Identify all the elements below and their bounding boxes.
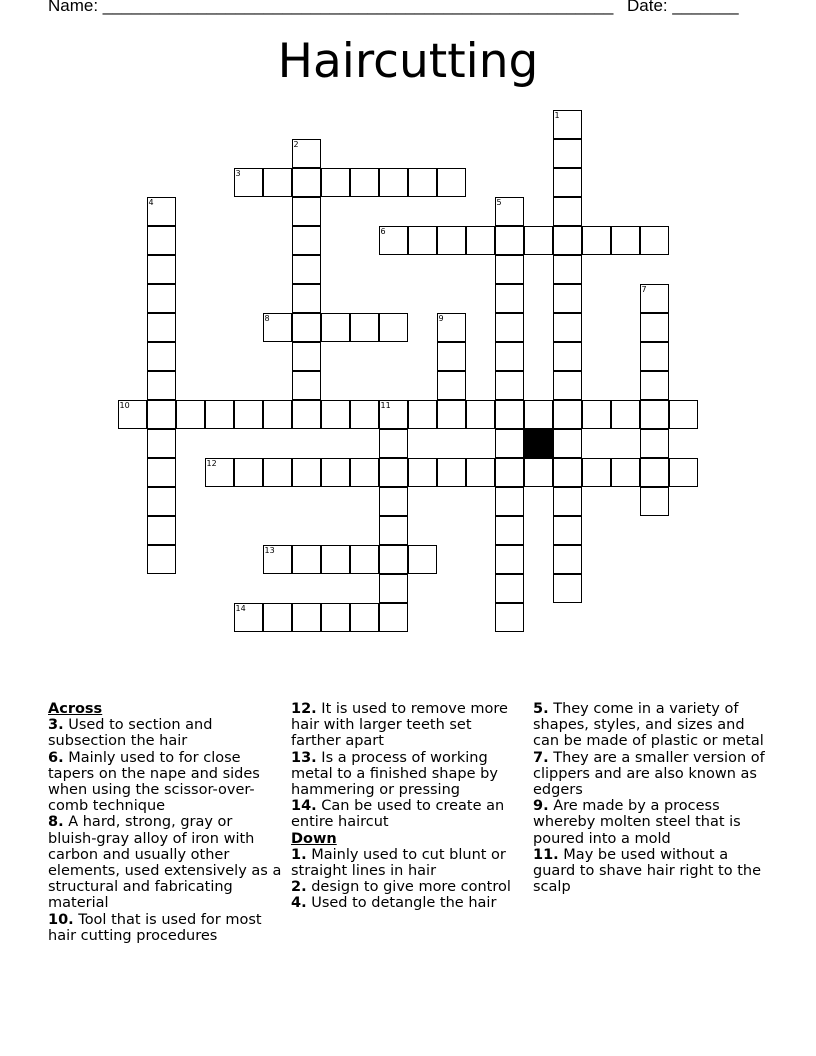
clue-text: Can be used to create an entire haircut xyxy=(291,798,505,831)
clue-text: design to give more control xyxy=(306,879,511,896)
grid-block-cell xyxy=(524,429,553,458)
grid-cell[interactable] xyxy=(582,400,611,429)
grid-cell[interactable] xyxy=(495,545,524,574)
clue-down-5 xyxy=(533,701,767,750)
clue-across-12 xyxy=(291,701,525,750)
clue-number-label: 3 xyxy=(235,169,241,178)
grid-cell[interactable] xyxy=(292,603,321,632)
clue-text: A hard, strong, gray or bluish-gray alloy of iron with carbon and usually other elements, used extensively as a structural and fabricating material xyxy=(48,814,282,912)
grid-cell[interactable] xyxy=(466,458,495,487)
grid-cell[interactable] xyxy=(147,371,176,400)
clue-text: They come in a variety of shapes, styles, and sizes and can be made of plastic or metal xyxy=(533,701,764,750)
grid-cell[interactable] xyxy=(437,226,466,255)
grid-cell[interactable] xyxy=(553,255,582,284)
clue-number-label: 8 xyxy=(264,314,270,323)
grid-cell[interactable] xyxy=(553,313,582,342)
grid-cell[interactable] xyxy=(147,516,176,545)
clue-down-11 xyxy=(533,847,767,896)
grid-cell[interactable] xyxy=(234,458,263,487)
grid-cell[interactable] xyxy=(292,139,321,168)
grid-cell[interactable] xyxy=(640,313,669,342)
grid-cell[interactable] xyxy=(350,545,379,574)
clue-across-13 xyxy=(291,750,525,799)
clue-number-label: 9 xyxy=(438,314,444,323)
across-heading: Across xyxy=(48,701,103,717)
clue-number: 13. xyxy=(291,749,317,766)
grid-cell[interactable] xyxy=(495,226,524,255)
grid-cell[interactable] xyxy=(640,226,669,255)
grid-cell[interactable] xyxy=(292,168,321,197)
grid-cell[interactable] xyxy=(350,458,379,487)
grid-cell[interactable] xyxy=(292,197,321,226)
grid-cell[interactable] xyxy=(495,574,524,603)
name-field-label: Name: ______________________________________________________ xyxy=(48,0,614,15)
grid-cell[interactable] xyxy=(524,226,553,255)
grid-cell[interactable] xyxy=(350,168,379,197)
grid-cell[interactable] xyxy=(350,313,379,342)
grid-cell[interactable] xyxy=(408,545,437,574)
grid-cell[interactable] xyxy=(495,400,524,429)
clue-number-label: 5 xyxy=(496,198,502,207)
grid-cell[interactable] xyxy=(582,458,611,487)
grid-cell[interactable] xyxy=(379,429,408,458)
grid-cell[interactable] xyxy=(408,458,437,487)
grid-cell[interactable] xyxy=(553,284,582,313)
grid-cell[interactable] xyxy=(147,458,176,487)
grid-cell[interactable] xyxy=(263,458,292,487)
clue-number: 1. xyxy=(291,846,307,863)
grid-cell[interactable] xyxy=(321,400,350,429)
clue-number: 8. xyxy=(48,814,64,831)
clue-number-label: 12 xyxy=(206,459,217,468)
grid-cell[interactable] xyxy=(321,168,350,197)
grid-cell[interactable] xyxy=(495,342,524,371)
clue-text: They are a smaller version of clippers and are also known as edgers xyxy=(533,749,765,799)
grid-cell[interactable] xyxy=(321,603,350,632)
grid-cell[interactable] xyxy=(553,400,582,429)
grid-cell[interactable] xyxy=(640,487,669,516)
grid-cell[interactable] xyxy=(379,168,408,197)
grid-cell[interactable] xyxy=(437,371,466,400)
grid-cell[interactable] xyxy=(495,487,524,516)
grid-cell[interactable] xyxy=(379,458,408,487)
grid-cell[interactable] xyxy=(553,429,582,458)
grid-cell[interactable] xyxy=(640,400,669,429)
grid-cell[interactable] xyxy=(292,342,321,371)
clue-column-1 xyxy=(48,701,282,944)
grid-cell[interactable] xyxy=(408,168,437,197)
grid-cell[interactable] xyxy=(640,284,669,313)
grid-cell[interactable] xyxy=(205,458,234,487)
grid-cell[interactable] xyxy=(263,545,292,574)
grid-cell[interactable] xyxy=(147,429,176,458)
grid-cell[interactable] xyxy=(553,516,582,545)
grid-cell[interactable] xyxy=(640,458,669,487)
grid-cell[interactable] xyxy=(292,226,321,255)
grid-cell[interactable] xyxy=(553,110,582,139)
grid-cell[interactable] xyxy=(292,284,321,313)
grid-cell[interactable] xyxy=(379,574,408,603)
grid-cell[interactable] xyxy=(321,545,350,574)
grid-cell[interactable] xyxy=(553,168,582,197)
clue-text: May be used without a guard to shave hair right to the scalp xyxy=(533,846,762,896)
grid-cell[interactable] xyxy=(147,197,176,226)
grid-cell[interactable] xyxy=(437,458,466,487)
grid-cell[interactable] xyxy=(495,458,524,487)
grid-cell[interactable] xyxy=(379,226,408,255)
clue-text: It is used to remove more hair with larger teeth set farther apart xyxy=(291,701,508,750)
grid-cell[interactable] xyxy=(147,487,176,516)
clue-number: 11. xyxy=(533,846,559,863)
clue-text: Are made by a process whereby molten steel that is poured into a mold xyxy=(533,798,741,847)
grid-cell[interactable] xyxy=(176,400,205,429)
grid-cell[interactable] xyxy=(640,429,669,458)
grid-cell[interactable] xyxy=(640,371,669,400)
grid-cell[interactable] xyxy=(466,226,495,255)
grid-cell[interactable] xyxy=(379,487,408,516)
grid-cell[interactable] xyxy=(553,574,582,603)
grid-cell[interactable] xyxy=(379,545,408,574)
grid-cell[interactable] xyxy=(553,226,582,255)
grid-cell[interactable] xyxy=(495,284,524,313)
grid-cell[interactable] xyxy=(553,458,582,487)
clue-text: Mainly used to cut blunt or straight lines in hair xyxy=(291,846,506,880)
grid-cell[interactable] xyxy=(350,400,379,429)
grid-cell[interactable] xyxy=(205,400,234,429)
grid-cell[interactable] xyxy=(495,255,524,284)
grid-cell[interactable] xyxy=(582,226,611,255)
grid-cell[interactable] xyxy=(118,400,147,429)
page-title: Haircutting xyxy=(277,34,539,89)
grid-cell[interactable] xyxy=(408,226,437,255)
clue-number-label: 1 xyxy=(554,111,560,120)
grid-cell[interactable] xyxy=(147,284,176,313)
grid-cell[interactable] xyxy=(495,313,524,342)
clue-down-7 xyxy=(533,750,767,799)
clue-number: 12. xyxy=(291,701,317,717)
clue-number: 5. xyxy=(533,701,549,717)
clue-number-label: 2 xyxy=(293,140,299,149)
grid-cell[interactable] xyxy=(379,603,408,632)
grid-cell[interactable] xyxy=(321,313,350,342)
clue-across-3 xyxy=(48,717,282,749)
grid-cell[interactable] xyxy=(379,400,408,429)
grid-cell[interactable] xyxy=(553,197,582,226)
grid-cell[interactable] xyxy=(669,400,698,429)
clue-number: 14. xyxy=(291,798,317,815)
grid-cell[interactable] xyxy=(263,603,292,632)
grid-cell[interactable] xyxy=(234,603,263,632)
grid-cell[interactable] xyxy=(263,313,292,342)
clue-column-2 xyxy=(291,701,525,912)
grid-cell[interactable] xyxy=(147,255,176,284)
grid-cell[interactable] xyxy=(611,226,640,255)
grid-cell[interactable] xyxy=(292,371,321,400)
grid-cell[interactable] xyxy=(292,400,321,429)
grid-cell[interactable] xyxy=(379,313,408,342)
grid-cell[interactable] xyxy=(147,313,176,342)
grid-cell[interactable] xyxy=(292,545,321,574)
grid-cell[interactable] xyxy=(669,458,698,487)
clue-text: Mainly used to for close tapers on the nape and sides when using the scissor-over-comb technique xyxy=(48,749,260,815)
grid-cell[interactable] xyxy=(553,139,582,168)
clue-text: Tool that is used for most hair cutting procedures xyxy=(48,911,262,944)
clue-column-3 xyxy=(533,701,767,895)
grid-cell[interactable] xyxy=(466,400,495,429)
grid-cell[interactable] xyxy=(437,342,466,371)
clue-number-label: 4 xyxy=(148,198,154,207)
grid-cell[interactable] xyxy=(292,313,321,342)
grid-cell[interactable] xyxy=(553,487,582,516)
grid-cell[interactable] xyxy=(234,168,263,197)
clue-number-label: 10 xyxy=(119,401,130,410)
grid-cell[interactable] xyxy=(495,429,524,458)
grid-cell[interactable] xyxy=(321,458,350,487)
clue-text: Is a process of working metal to a finished shape by hammering or pressing xyxy=(291,749,498,799)
grid-cell[interactable] xyxy=(495,371,524,400)
clue-across-14 xyxy=(291,798,525,830)
clue-text: Used to section and subsection the hair xyxy=(48,717,213,750)
grid-cell[interactable] xyxy=(437,168,466,197)
grid-cell[interactable] xyxy=(292,255,321,284)
clue-across-8 xyxy=(48,814,282,911)
clue-number: 10. xyxy=(48,911,74,928)
grid-cell[interactable] xyxy=(611,400,640,429)
clue-number: 6. xyxy=(48,749,64,766)
grid-cell[interactable] xyxy=(495,603,524,632)
grid-cell[interactable] xyxy=(437,400,466,429)
clue-text: Used to detangle the hair xyxy=(306,895,497,912)
grid-cell[interactable] xyxy=(234,400,263,429)
clue-down-2 xyxy=(291,879,525,895)
grid-cell[interactable] xyxy=(263,168,292,197)
clue-number: 2. xyxy=(291,879,307,896)
grid-cell[interactable] xyxy=(495,197,524,226)
grid-cell[interactable] xyxy=(379,516,408,545)
grid-cell[interactable] xyxy=(408,400,437,429)
clue-down-4 xyxy=(291,895,525,911)
clue-across-10 xyxy=(48,912,282,944)
grid-cell[interactable] xyxy=(147,342,176,371)
grid-cell[interactable] xyxy=(553,371,582,400)
grid-cell[interactable] xyxy=(640,342,669,371)
grid-cell[interactable] xyxy=(437,313,466,342)
grid-cell[interactable] xyxy=(147,545,176,574)
clue-number: 3. xyxy=(48,717,64,734)
grid-cell[interactable] xyxy=(292,458,321,487)
date-field-label: Date: _______ xyxy=(627,0,739,15)
grid-cell[interactable] xyxy=(524,458,553,487)
clue-across-6 xyxy=(48,750,282,815)
clue-number: 7. xyxy=(533,749,549,766)
grid-cell[interactable] xyxy=(263,400,292,429)
clue-down-9 xyxy=(533,798,767,847)
clue-number-label: 7 xyxy=(641,285,647,294)
clue-number-label: 11 xyxy=(380,401,391,410)
clue-down-1 xyxy=(291,847,525,879)
grid-cell[interactable] xyxy=(350,603,379,632)
clue-number: 9. xyxy=(533,798,549,815)
grid-cell[interactable] xyxy=(553,342,582,371)
down-heading: Down xyxy=(291,830,337,847)
clue-number-label: 14 xyxy=(235,604,246,613)
grid-cell[interactable] xyxy=(147,226,176,255)
clue-number-label: 13 xyxy=(264,546,275,555)
grid-cell[interactable] xyxy=(524,400,553,429)
grid-cell[interactable] xyxy=(147,400,176,429)
clue-number: 4. xyxy=(291,895,307,912)
grid-cell[interactable] xyxy=(553,545,582,574)
grid-cell[interactable] xyxy=(611,458,640,487)
grid-cell[interactable] xyxy=(495,516,524,545)
clue-number-label: 6 xyxy=(380,227,386,236)
